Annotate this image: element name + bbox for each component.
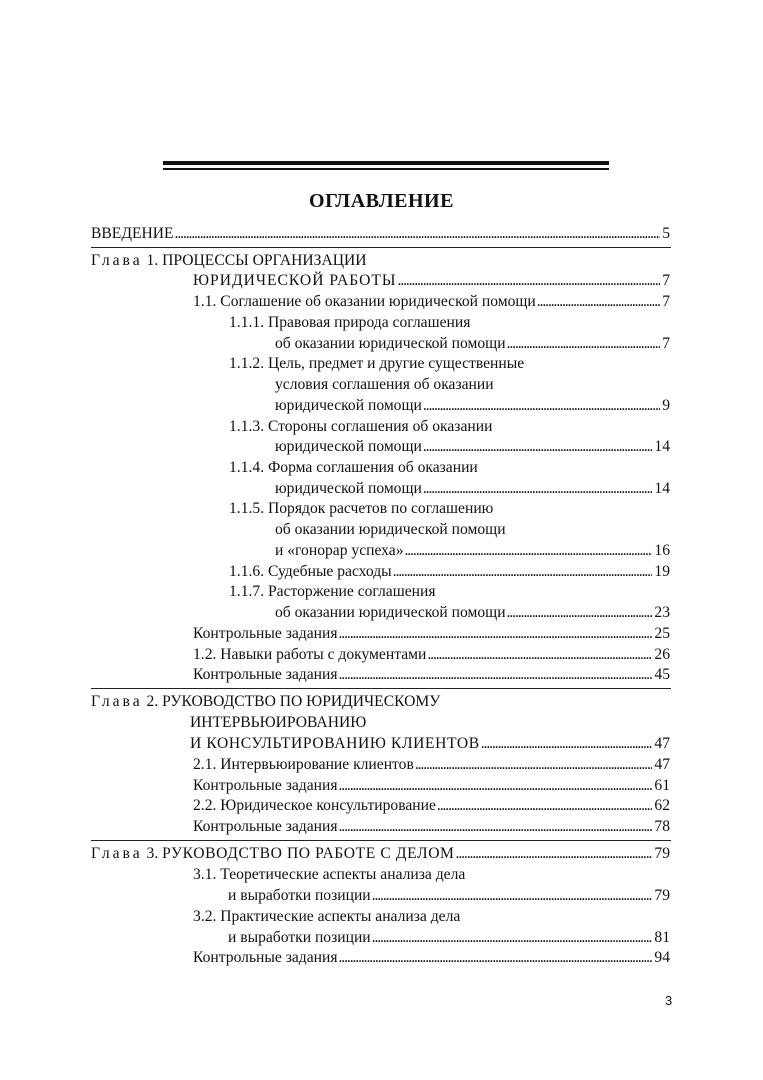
toc-subsection-1-1-4[interactable]: 1.1.4. Форма соглашения об оказании — [229, 459, 478, 476]
dot-leader — [339, 775, 653, 796]
toc-page-number: 45 — [654, 666, 670, 683]
dot-leader — [372, 927, 653, 948]
page-number: 3 — [665, 993, 673, 1008]
chapter-title: ПРОЦЕССЫ ОРГАНИЗАЦИИ — [162, 252, 367, 269]
toc-entry-label: юридической помощи — [275, 480, 422, 497]
chapter-title: РУКОВОДСТВО ПО РАБОТЕ С ДЕЛОМ — [162, 845, 455, 862]
dot-leader — [507, 602, 653, 623]
toc-page-number: 7 — [662, 293, 670, 310]
toc-page-number: 47 — [654, 735, 670, 752]
toc-subsection-1-1-1[interactable]: 1.1.1. Правовая природа соглашения — [229, 314, 471, 331]
toc-section-3-1[interactable]: 3.1. Теоретические аспекты анализа дела — [193, 866, 466, 883]
page-title: ОГЛАВЛЕНИЕ — [309, 190, 454, 212]
toc-section-3-2-cont[interactable] — [228, 927, 670, 948]
dot-leader — [423, 395, 660, 416]
toc-chapter-2-heading[interactable] — [91, 691, 440, 712]
toc-subsection-1-1-3-cont[interactable] — [275, 436, 670, 457]
toc-subsection-1-1-5-end[interactable] — [275, 540, 670, 561]
toc-subsection-1-1-7[interactable]: 1.1.7. Расторжение соглашения — [229, 583, 436, 600]
toc-subsection-1-1-5[interactable]: 1.1.5. Порядок расчетов по соглашению — [229, 500, 494, 517]
chapter-prefix: Глава — [91, 252, 143, 269]
toc-entry-intro[interactable] — [91, 223, 670, 244]
toc-entry-label: Контрольные задания — [193, 949, 338, 966]
toc-chapter-1-heading[interactable] — [91, 250, 367, 271]
chapter-prefix: Глава — [91, 693, 143, 710]
toc-entry-label: и «гонорар успеха» — [275, 542, 404, 559]
toc-entry-label: Контрольные задания — [193, 625, 338, 642]
toc-section-2-1[interactable] — [193, 754, 670, 775]
toc-chapter-3-heading[interactable] — [91, 843, 670, 864]
toc-entry-label: 1.1. Соглашение об оказании юридической помощи — [193, 293, 536, 310]
toc-page-number: 7 — [662, 335, 670, 352]
toc-page-number: 94 — [654, 949, 670, 966]
toc-page-number: 47 — [654, 756, 670, 773]
toc-chapter-2-title-cont: ИНТЕРВЬЮИРОВАНИЮ — [190, 714, 367, 731]
dot-leader — [481, 733, 653, 754]
toc-page-number: 7 — [662, 272, 670, 289]
toc-exercises-1b[interactable] — [193, 664, 670, 685]
toc-section-3-2[interactable]: 3.2. Практические аспекты анализа дела — [193, 908, 461, 925]
dot-leader — [339, 816, 653, 837]
toc-page-number: 23 — [654, 604, 670, 621]
toc-entry-label: 1.2. Навыки работы с документами — [193, 646, 427, 663]
dot-leader — [437, 795, 653, 816]
dot-leader — [398, 270, 661, 291]
dot-leader — [405, 540, 653, 561]
dot-leader — [372, 885, 653, 906]
toc-section-2-2[interactable] — [193, 795, 670, 816]
toc-subsection-1-1-5-cont: об оказании юридической помощи — [275, 521, 506, 538]
toc-subsection-1-1-7-cont[interactable] — [275, 602, 670, 623]
toc-entry-label: 2.1. Интервьюирование клиентов — [193, 756, 414, 773]
toc-exercises-2a[interactable] — [193, 775, 670, 796]
toc-subsection-1-1-2[interactable]: 1.1.2. Цель, предмет и другие существенные — [229, 355, 525, 372]
dot-leader — [537, 291, 660, 312]
toc-subsection-1-1-4-cont[interactable] — [275, 478, 670, 499]
toc-entry-label: ВВЕДЕНИЕ — [91, 225, 174, 242]
chapter-title-cont: И КОНСУЛЬТИРОВАНИЮ КЛИЕНТОВ — [190, 735, 480, 752]
toc-page-number: 25 — [654, 625, 670, 642]
header-rule-thin — [163, 168, 609, 170]
toc-entry-label: 1.1.6. Судебные расходы — [229, 563, 392, 580]
toc-page-number: 16 — [654, 542, 670, 559]
toc-page-number: 5 — [662, 225, 670, 242]
toc-subsection-1-1-2-end[interactable] — [275, 395, 670, 416]
chapter-separator — [91, 688, 671, 689]
dot-leader — [427, 644, 652, 665]
toc-subsection-1-1-2-cont: условия соглашения об оказании — [275, 376, 494, 393]
dot-leader — [393, 561, 653, 582]
dot-leader — [415, 754, 653, 775]
toc-page-number: 78 — [654, 818, 670, 835]
toc-page-number: 14 — [654, 480, 670, 497]
chapter-title-cont: ЮРИДИЧЕСКОЙ РАБОТЫ — [193, 272, 397, 289]
chapter-prefix: Глава — [91, 845, 143, 862]
toc-subsection-1-1-6[interactable] — [229, 561, 670, 582]
chapter-title: РУКОВОДСТВО ПО ЮРИДИЧЕСКОМУ — [162, 693, 441, 710]
toc-page-number: 79 — [654, 887, 670, 904]
toc-page-number: 9 — [662, 397, 670, 414]
dot-leader — [339, 664, 653, 685]
toc-page-number: 19 — [654, 563, 670, 580]
toc-exercises-2b[interactable] — [193, 816, 670, 837]
toc-page-number: 81 — [654, 929, 670, 946]
dot-leader — [339, 947, 653, 968]
chapter-number: 3. — [146, 845, 159, 862]
toc-exercises-3a[interactable] — [193, 947, 670, 968]
toc-entry-label: об оказании юридической помощи — [275, 335, 506, 352]
toc-entry-label: об оказании юридической помощи — [275, 604, 506, 621]
dot-leader — [456, 843, 653, 864]
toc-subsection-1-1-3[interactable]: 1.1.3. Стороны соглашения об оказании — [229, 418, 493, 435]
toc-page-number: 61 — [654, 777, 670, 794]
toc-entry-label: юридической помощи — [275, 397, 422, 414]
toc-entry-label: 2.2. Юридическое консультирование — [193, 797, 436, 814]
chapter-number: 2. — [146, 693, 159, 710]
toc-section-3-1-cont[interactable] — [228, 885, 670, 906]
dot-leader — [423, 478, 653, 499]
toc-entry-label: Контрольные задания — [193, 666, 338, 683]
toc-entry-label: юридической помощи — [275, 438, 422, 455]
toc-entry-label: и выработки позиции — [228, 929, 371, 946]
chapter-separator — [91, 247, 671, 248]
toc-page-number: 79 — [654, 845, 670, 862]
toc-chapter-1-title[interactable] — [193, 270, 670, 291]
chapter-number: 1. — [146, 252, 159, 269]
dot-leader — [339, 623, 653, 644]
toc-exercises-1a[interactable] — [193, 623, 670, 644]
toc-page-number: 62 — [654, 797, 670, 814]
toc-section-1-1[interactable] — [193, 291, 670, 312]
header-rule-thick — [163, 161, 609, 165]
toc-page-number: 26 — [654, 646, 670, 663]
toc-chapter-2-title-end[interactable] — [190, 733, 670, 754]
toc-page-number: 14 — [654, 438, 670, 455]
chapter-separator — [91, 840, 671, 841]
toc-entry-label: и выработки позиции — [228, 887, 371, 904]
dot-leader — [423, 436, 653, 457]
toc-section-1-2[interactable] — [193, 644, 670, 665]
toc-subsection-1-1-1-cont[interactable] — [275, 333, 670, 354]
toc-entry-label: Контрольные задания — [193, 777, 338, 794]
dot-leader — [507, 333, 661, 354]
dot-leader — [175, 223, 661, 244]
toc-entry-label: Контрольные задания — [193, 818, 338, 835]
